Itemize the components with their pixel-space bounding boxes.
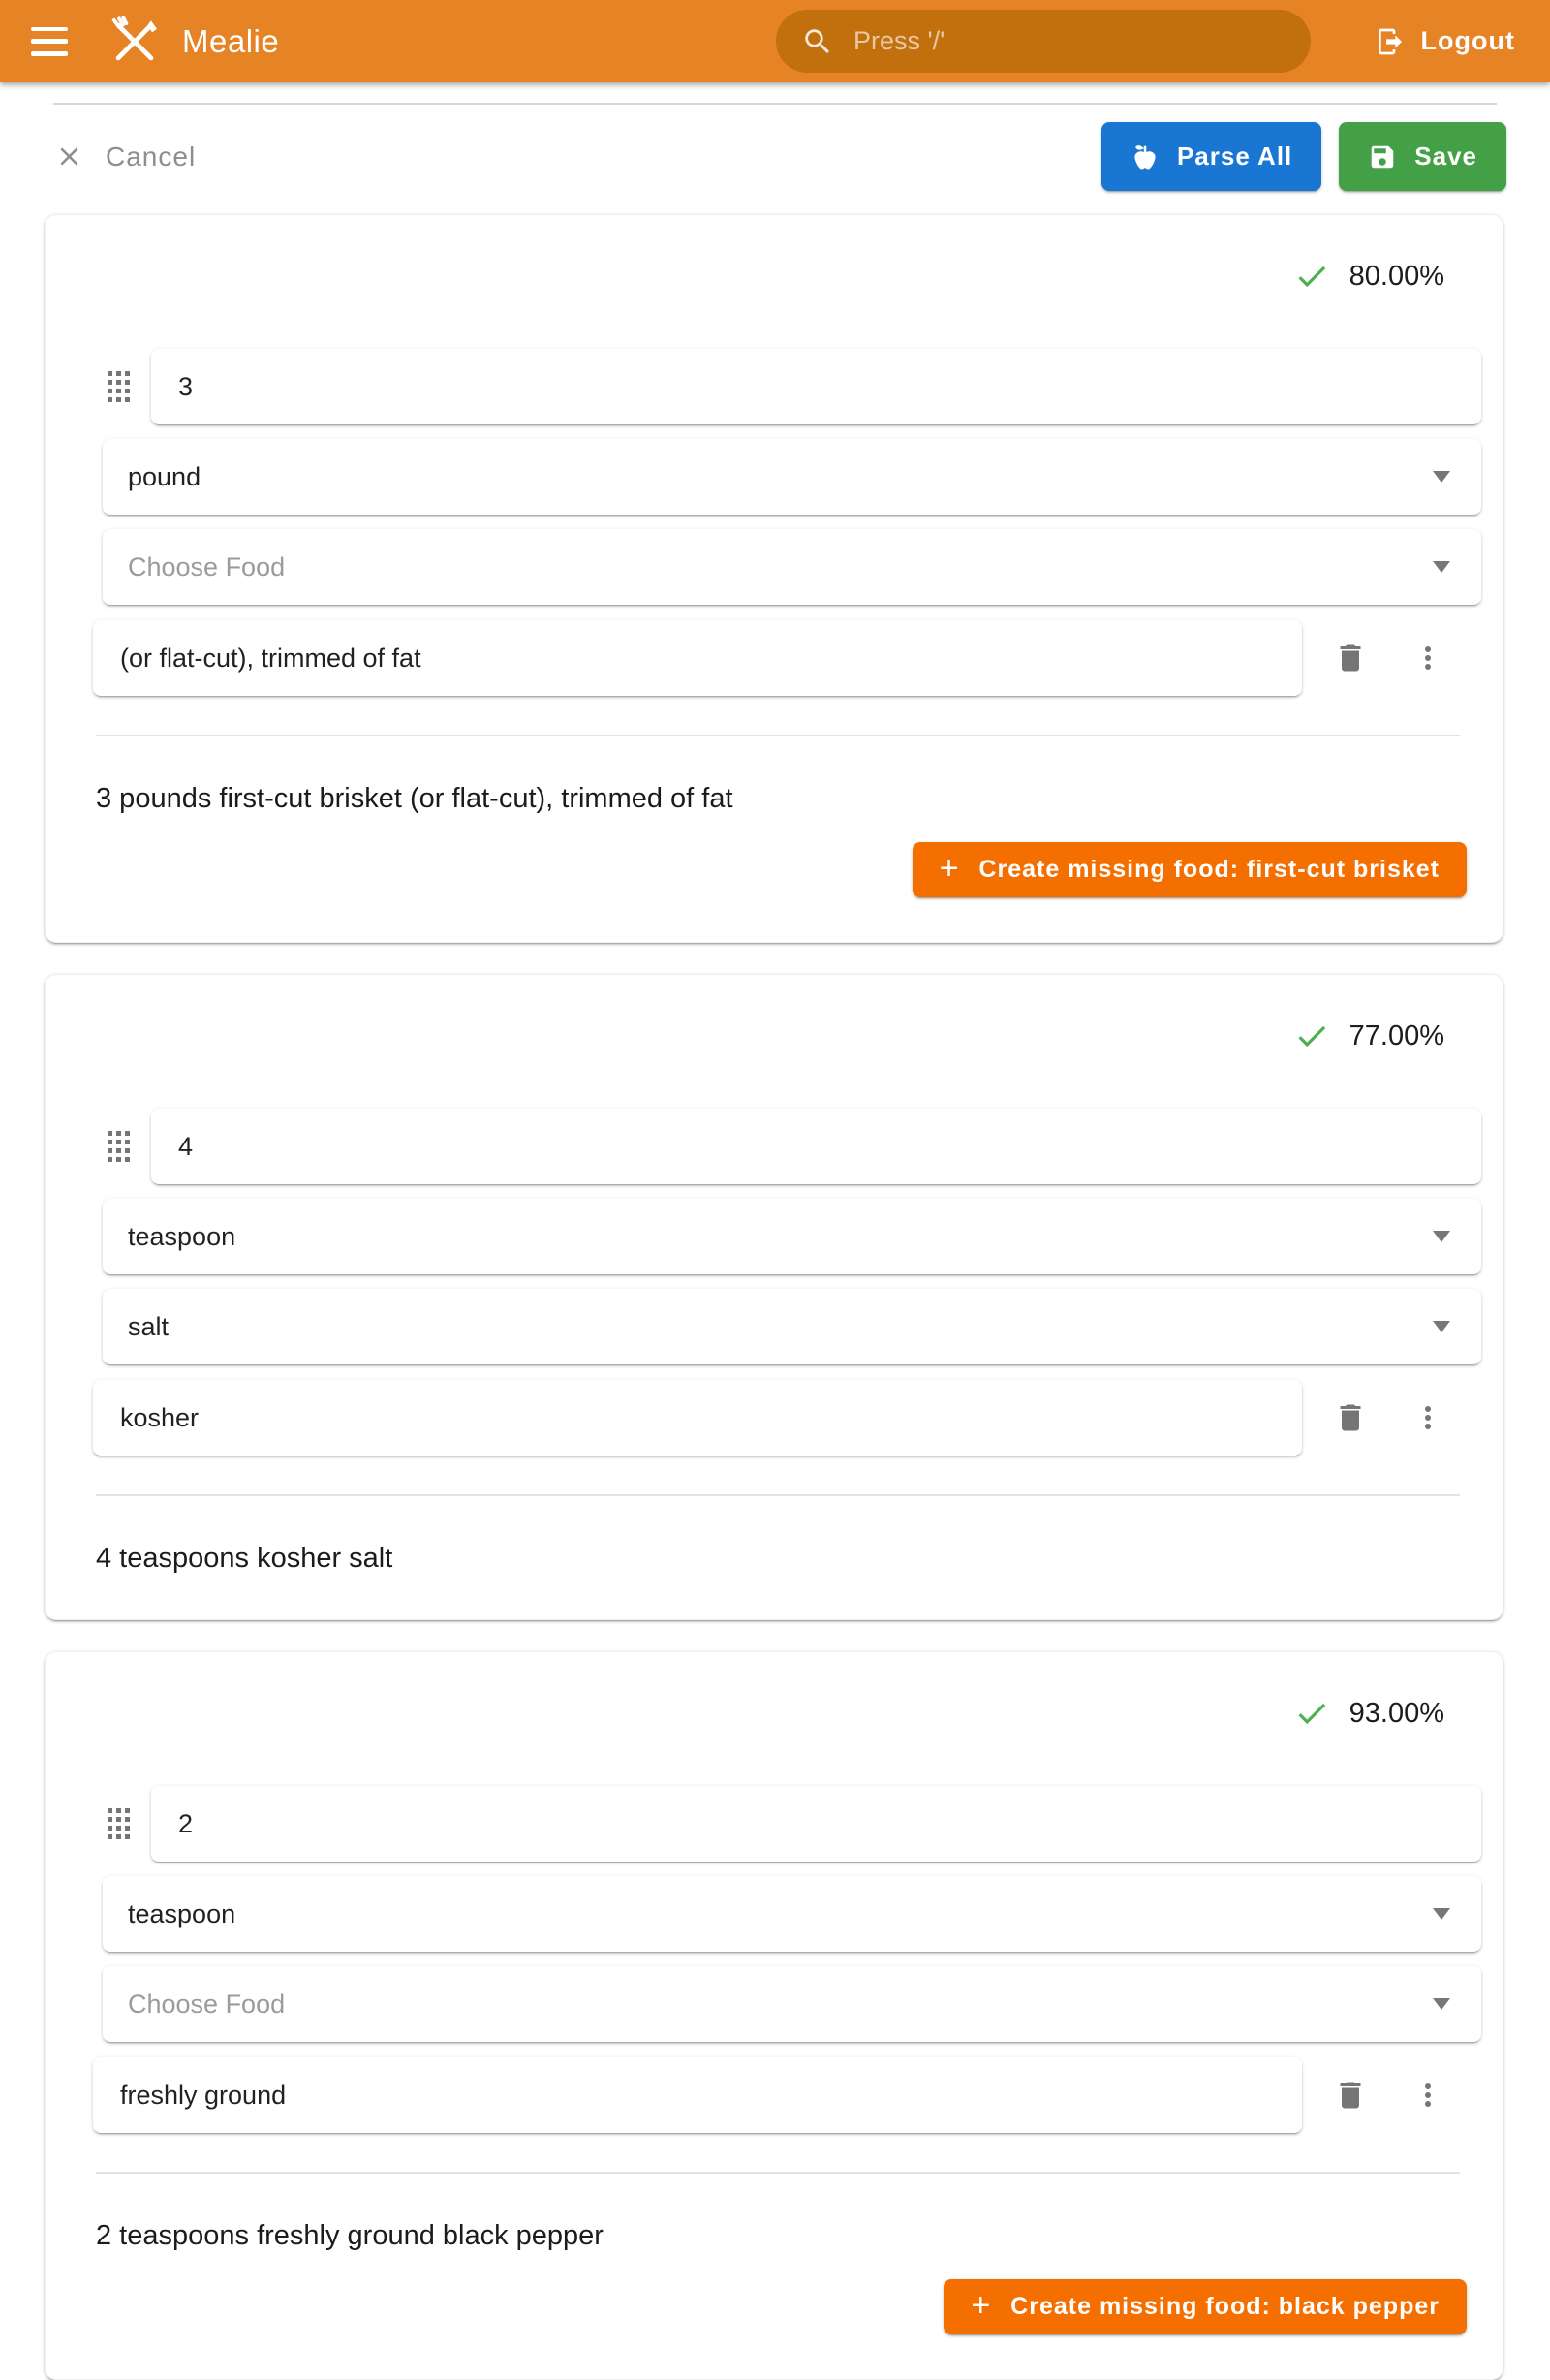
quantity-field <box>151 1786 1481 1862</box>
card-divider <box>96 2172 1460 2174</box>
trash-icon <box>1333 2078 1368 2113</box>
create-missing-food-button[interactable] <box>913 842 1467 897</box>
save-label: Save <box>1414 141 1477 171</box>
delete-button[interactable] <box>1333 641 1368 675</box>
confidence-row <box>46 258 1481 295</box>
plus-icon: + <box>939 850 960 887</box>
confidence-row <box>46 1018 1481 1054</box>
cancel-label: Cancel <box>106 141 197 172</box>
close-icon <box>54 141 84 172</box>
note-field <box>93 1380 1302 1456</box>
unit-value: teaspoon <box>128 1221 236 1251</box>
chevron-down-icon <box>1433 561 1450 573</box>
create-missing-food-label: Create missing food: black pepper <box>1010 2293 1440 2320</box>
logout-icon <box>1375 26 1406 57</box>
save-icon <box>1368 142 1397 172</box>
page-divider <box>53 103 1497 105</box>
dots-vertical-icon <box>1410 641 1445 675</box>
search-input[interactable] <box>852 25 1239 57</box>
confidence-value: 80.00% <box>1348 260 1444 292</box>
mealie-logo[interactable] <box>107 14 163 70</box>
app-bar <box>0 0 1550 82</box>
parser-toolbar <box>54 122 1506 191</box>
note-field <box>93 620 1302 696</box>
original-ingredient-text: 2 teaspoons freshly ground black pepper <box>96 2220 604 2251</box>
dots-vertical-icon <box>1410 2078 1445 2113</box>
parse-all-button[interactable] <box>1101 122 1321 191</box>
card-divider <box>96 1494 1460 1496</box>
ingredient-card <box>45 974 1504 1620</box>
logout-label: Logout <box>1420 26 1515 55</box>
delete-button[interactable] <box>1333 1400 1368 1435</box>
drag-handle-icon[interactable] <box>106 1127 133 1166</box>
drag-handle-icon[interactable] <box>106 1804 133 1843</box>
food-select[interactable] <box>103 1289 1481 1364</box>
plus-icon: + <box>971 2287 992 2324</box>
card-divider <box>96 735 1460 736</box>
unit-select[interactable] <box>103 1199 1481 1274</box>
chevron-down-icon <box>1433 1908 1450 1920</box>
create-missing-food-label: Create missing food: first-cut brisket <box>978 856 1440 883</box>
note-field <box>93 2057 1302 2133</box>
cancel-button[interactable] <box>54 141 196 172</box>
search-icon <box>801 25 834 58</box>
note-input[interactable] <box>118 1402 1277 1434</box>
save-button[interactable] <box>1339 122 1506 191</box>
parse-all-label: Parse All <box>1176 141 1293 171</box>
unit-value: pound <box>128 461 202 491</box>
delete-button[interactable] <box>1333 2078 1368 2113</box>
dots-vertical-icon <box>1410 1400 1445 1435</box>
check-icon <box>1293 1018 1330 1054</box>
unit-value: teaspoon <box>128 1898 236 1928</box>
quantity-input[interactable] <box>176 371 1456 403</box>
confidence-value: 77.00% <box>1348 1019 1444 1051</box>
confidence-value: 93.00% <box>1348 1697 1444 1729</box>
logout-button[interactable] <box>1371 16 1519 67</box>
unit-select[interactable] <box>103 1876 1481 1952</box>
chevron-down-icon <box>1433 1998 1450 2010</box>
ingredient-card <box>45 1651 1504 2380</box>
food-select[interactable] <box>103 529 1481 605</box>
menu-icon[interactable] <box>31 27 68 56</box>
note-input[interactable] <box>118 2080 1277 2112</box>
ingredient-card <box>45 214 1504 943</box>
food-select[interactable] <box>103 1966 1481 2042</box>
check-icon <box>1293 258 1330 295</box>
fork-knife-icon <box>107 14 163 70</box>
unit-select[interactable] <box>103 439 1481 515</box>
create-missing-food-button[interactable] <box>944 2279 1467 2334</box>
quantity-input[interactable] <box>176 1131 1456 1163</box>
quantity-field <box>151 349 1481 424</box>
note-input[interactable] <box>118 642 1277 674</box>
more-options-button[interactable] <box>1410 641 1445 675</box>
search-bar[interactable] <box>776 10 1311 73</box>
chevron-down-icon <box>1433 1321 1450 1332</box>
confidence-row <box>46 1695 1481 1732</box>
food-value: salt <box>128 1311 170 1341</box>
more-options-button[interactable] <box>1410 2078 1445 2113</box>
drag-handle-icon[interactable] <box>106 367 133 406</box>
apple-icon <box>1131 142 1160 172</box>
trash-icon <box>1333 1400 1368 1435</box>
original-ingredient-text: 3 pounds first-cut brisket (or flat-cut), trimmed of fat <box>96 783 733 814</box>
quantity-input[interactable] <box>176 1808 1456 1840</box>
food-placeholder: Choose Food <box>128 551 286 581</box>
check-icon <box>1293 1695 1330 1732</box>
food-placeholder: Choose Food <box>128 1989 286 2019</box>
quantity-field <box>151 1109 1481 1184</box>
chevron-down-icon <box>1433 471 1450 483</box>
app-title: Mealie <box>182 22 280 59</box>
trash-icon <box>1333 641 1368 675</box>
more-options-button[interactable] <box>1410 1400 1445 1435</box>
original-ingredient-text: 4 teaspoons kosher salt <box>96 1543 393 1574</box>
chevron-down-icon <box>1433 1231 1450 1242</box>
